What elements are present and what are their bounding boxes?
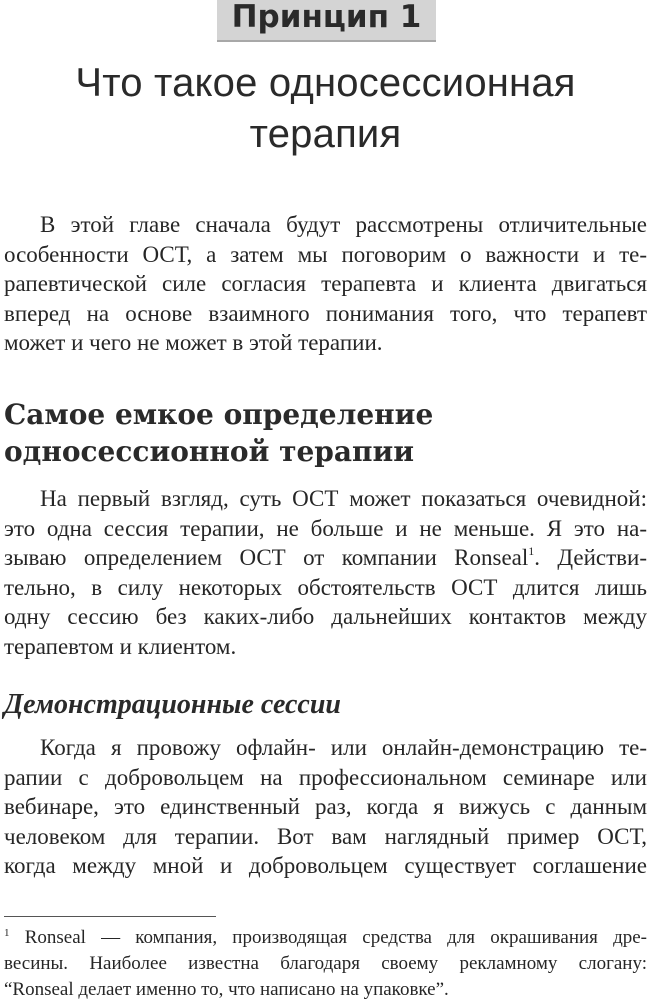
footnote-line [4,925,647,951]
text-line: это одна сессия терапии, не больше и не меньше. Я это на- [4,515,647,541]
footnote-line: весины. Наиболее известна благодаря своему рекламному слогану: [4,953,647,974]
text-line: В этой главе сначала будут рассмотрены отличительные [40,212,647,237]
section-heading [4,396,647,470]
text-line: тельно, в силу некоторых обстоятельств ОСТ длится лишь [4,574,647,600]
text-line: вебинаре, это единственный раз, когда я вижусь с данным [4,794,647,819]
subsection-heading [4,688,647,722]
footnote-number: 1 [4,927,10,939]
intro-paragraph [4,210,647,358]
text-line: рапии с добровольцем на профессиональном семинаре или [4,764,647,790]
text-line: На первый взгляд, суть ОСТ может показаться очевидной: [40,486,647,511]
text-line: человеком для терапии. Вот вам наглядный пример ОСТ, [4,823,647,849]
section-paragraph [4,484,647,661]
subsection-heading-text: Демонстрационные сессии [4,689,341,720]
footnote [4,925,647,1003]
text-line: может и чего не может в этой терапии. [4,330,383,355]
chapter-title [0,58,651,160]
footnote-reference[interactable]: 1 [528,544,535,558]
chapter-label-text: Принцип 1 [231,0,422,35]
text-line: когда между мной и добровольцем существует соглашение [4,853,647,878]
footnote-line: “Ronseal делает именно то, что написано на упаковке”. [4,979,449,1000]
chapter-title-line-1: Что такое односессионная [75,61,576,105]
text-line [4,543,647,573]
chapter-title-line-2: терапия [249,112,402,156]
text-line: терапевтом и клиентом. [4,633,237,659]
text-line: одну сессию без каких-либо дальнейших контактов между [4,604,647,629]
footnote-text: Ronseal — компания, производящая средства для окрашивания дре- [24,927,647,948]
text-line: рапевтической силе согласия терапевта и клиента двигаться [4,271,647,296]
subsection-paragraph [4,733,647,881]
section-heading-line-1: Самое емкое определение [4,398,434,431]
text-line: особенности ОСТ, а затем мы поговорим о важности и те- [4,241,647,267]
text-line: Когда я провожу офлайн- или онлайн-демонстрацию те- [40,735,647,760]
footnote-divider [4,916,216,917]
text-fragment: зываю определением ОСТ от компании Ronseal [4,545,529,570]
text-fragment: . Действи- [534,545,647,570]
text-line: вперед на основе взаимного понимания того, что терапевт [4,300,647,326]
chapter-label [217,0,436,42]
section-heading-line-2: односессионной терапии [4,435,415,468]
